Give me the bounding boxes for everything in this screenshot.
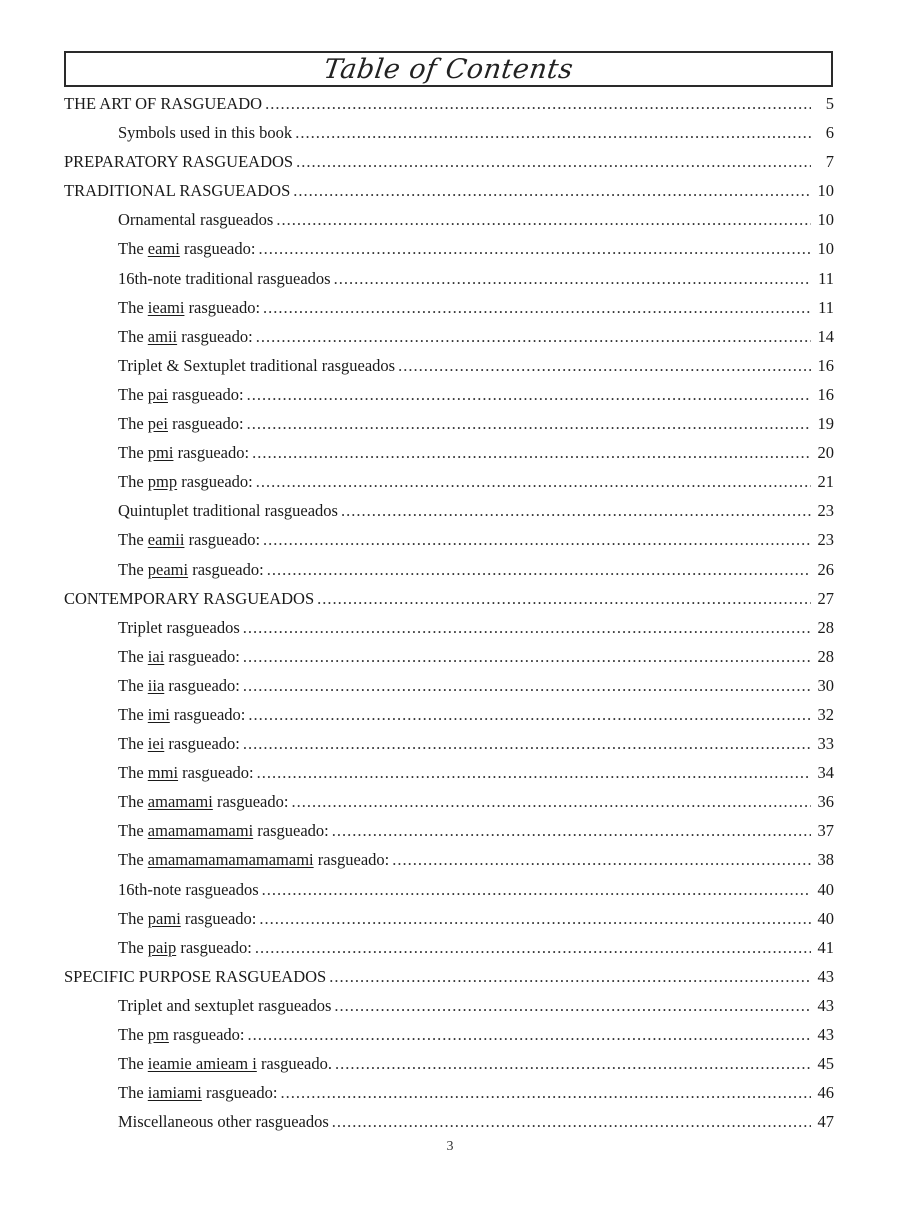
- toc-entry-text: The: [118, 443, 148, 463]
- toc-entry-label: [118, 1020, 244, 1049]
- dot-leader: [256, 467, 811, 496]
- toc-entry-text: The: [118, 850, 148, 870]
- toc-subentry: [64, 1049, 834, 1078]
- toc-subentry: [64, 118, 834, 147]
- dot-leader: [247, 409, 811, 438]
- table-of-contents: [64, 89, 834, 1136]
- toc-page-number: 34: [817, 763, 834, 783]
- toc-entry-pattern: pmi: [147, 443, 174, 463]
- toc-section: [64, 89, 834, 118]
- toc-page-number: 37: [817, 821, 834, 841]
- toc-entry-label: [118, 205, 273, 234]
- toc-entry-suffix: rasgueado.: [256, 1054, 332, 1074]
- toc-entry-label: [118, 875, 259, 904]
- toc-entry-text: The: [118, 937, 148, 957]
- toc-entry-suffix: rasgueado:: [164, 675, 240, 695]
- toc-section: [64, 176, 834, 205]
- toc-entry-text: Triplet rasgueados: [118, 617, 240, 637]
- toc-entry-suffix: rasgueado:: [167, 384, 244, 404]
- toc-entry-suffix: rasgueado:: [177, 472, 253, 492]
- toc-entry-label: [118, 700, 245, 729]
- toc-entry-label: [64, 147, 293, 176]
- toc-entry-text: The: [118, 239, 148, 259]
- toc-entry-pattern: iai: [147, 646, 165, 666]
- toc-page-number: 32: [817, 704, 834, 724]
- toc-subentry: [64, 642, 834, 671]
- toc-entry-pattern: eamii: [147, 530, 185, 550]
- dot-leader: [243, 729, 811, 758]
- dot-leader: [334, 264, 811, 293]
- toc-page-number: 5: [825, 94, 834, 113]
- dot-leader: [252, 438, 811, 467]
- toc-page-number: 16: [817, 355, 834, 375]
- dot-leader: [258, 234, 811, 263]
- toc-subentry: [64, 293, 834, 322]
- toc-page-number: 11: [818, 297, 834, 317]
- toc-page-number: 47: [817, 1112, 834, 1132]
- toc-entry-text: The: [118, 530, 148, 550]
- toc-entry-pattern: iei: [147, 734, 165, 754]
- dot-leader: [243, 613, 811, 642]
- dot-leader: [293, 176, 811, 205]
- toc-entry-pattern: iamiami: [147, 1083, 202, 1103]
- toc-page-number: 10: [817, 239, 834, 259]
- toc-page-number: 6: [825, 123, 834, 143]
- dot-leader: [335, 1049, 811, 1078]
- dot-leader: [255, 933, 811, 962]
- toc-entry-text: The: [118, 384, 148, 404]
- toc-entry-label: [118, 991, 331, 1020]
- toc-entry-pattern: imi: [147, 704, 170, 724]
- toc-entry-suffix: rasgueado:: [164, 646, 240, 666]
- toc-entry-suffix: rasgueado:: [184, 297, 261, 317]
- toc-entry-text: The: [118, 675, 148, 695]
- toc-subentry: [64, 205, 834, 234]
- dot-leader: [398, 351, 811, 380]
- toc-subentry: [64, 234, 834, 263]
- toc-page-number: 20: [817, 443, 834, 463]
- toc-page-number: 26: [817, 559, 834, 579]
- dot-leader: [295, 118, 811, 147]
- toc-entry-text: 16th-note rasgueados: [118, 879, 259, 899]
- toc-entry-text: Miscellaneous other rasgueados: [118, 1112, 329, 1132]
- toc-entry-label: [118, 816, 329, 845]
- toc-entry-pattern: amamamamami: [147, 821, 254, 841]
- toc-subentry: [64, 758, 834, 787]
- dot-leader: [243, 642, 811, 671]
- toc-entry-label: [118, 787, 288, 816]
- toc-entry-text: The: [118, 704, 148, 724]
- toc-entry-label: [118, 904, 256, 933]
- toc-entry-label: [118, 496, 338, 525]
- toc-subentry: [64, 409, 834, 438]
- toc-entry-text: The: [118, 646, 148, 666]
- toc-page-number: 16: [817, 384, 834, 404]
- dot-leader: [257, 758, 811, 787]
- dot-leader: [248, 700, 811, 729]
- toc-section: [64, 584, 834, 613]
- toc-subentry: [64, 380, 834, 409]
- toc-entry-pattern: eami: [147, 239, 180, 259]
- toc-page-number: 41: [817, 937, 834, 957]
- page-title: Table of Contents: [321, 53, 576, 85]
- toc-entry-label: [118, 380, 244, 409]
- toc-subentry: [64, 787, 834, 816]
- toc-entry-text: TRADITIONAL RASGUEADOS: [64, 181, 291, 201]
- toc-entry-suffix: rasgueado:: [253, 821, 329, 841]
- dot-leader: [267, 555, 811, 584]
- toc-entry-suffix: rasgueado:: [168, 1025, 245, 1044]
- page-number: 3: [446, 1139, 454, 1154]
- toc-entry-suffix: rasgueado:: [179, 239, 256, 259]
- toc-entry-label: [118, 758, 254, 787]
- toc-entry-suffix: rasgueado:: [212, 792, 289, 812]
- toc-entry-suffix: rasgueado:: [188, 559, 264, 579]
- toc-subentry: [64, 671, 834, 700]
- toc-entry-pattern: ieamie amieam i: [147, 1054, 257, 1074]
- toc-page-number: 10: [817, 181, 834, 201]
- toc-entry-pattern: paip: [147, 937, 177, 957]
- toc-entry-label: [118, 1049, 332, 1078]
- toc-entry-text: SPECIFIC PURPOSE RASGUEADOS: [64, 966, 327, 986]
- toc-page-number: 10: [817, 210, 834, 230]
- toc-entry-pattern: ieami: [147, 297, 185, 317]
- toc-subentry: [64, 991, 834, 1020]
- dot-leader: [291, 787, 811, 816]
- toc-entry-pattern: mmi: [147, 763, 179, 783]
- toc-subentry: [64, 351, 834, 380]
- toc-entry-text: The: [118, 1025, 148, 1044]
- toc-page-number: 46: [817, 1083, 834, 1103]
- toc-subentry: [64, 496, 834, 525]
- dot-leader: [332, 816, 811, 845]
- toc-subentry: [64, 438, 834, 467]
- toc-entry-label: [118, 264, 331, 293]
- toc-entry-label: [118, 671, 240, 700]
- toc-entry-pattern: pm: [147, 1025, 169, 1044]
- toc-entry-pattern: pei: [147, 414, 168, 434]
- toc-subentry: [64, 875, 834, 904]
- toc-page-number: 23: [817, 530, 834, 550]
- toc-entry-label: [118, 525, 260, 554]
- toc-entry-text: The: [118, 1054, 148, 1074]
- toc-section: [64, 147, 834, 176]
- toc-entry-label: [64, 176, 290, 205]
- toc-subentry: [64, 1020, 834, 1049]
- dot-leader: [263, 525, 811, 554]
- toc-entry-text: 16th-note traditional rasgueados: [118, 268, 331, 288]
- dot-leader: [329, 962, 811, 991]
- dot-leader: [341, 496, 811, 525]
- dot-leader: [334, 991, 811, 1020]
- toc-entry-suffix: rasgueado:: [167, 414, 244, 434]
- dot-leader: [265, 89, 811, 118]
- toc-entry-text: THE ART OF RASGUEADO: [64, 94, 263, 113]
- toc-subentry: [64, 1107, 834, 1136]
- toc-entry-suffix: rasgueado:: [178, 763, 254, 783]
- dot-leader: [263, 293, 811, 322]
- toc-entry-pattern: pami: [147, 908, 181, 928]
- toc-subentry: [64, 933, 834, 962]
- toc-entry-text: The: [118, 734, 148, 754]
- toc-entry-text: Quintuplet traditional rasgueados: [118, 501, 338, 521]
- toc-entry-text: The: [118, 1083, 148, 1103]
- toc-entry-text: The: [118, 297, 148, 317]
- dot-leader: [247, 380, 811, 409]
- toc-entry-pattern: pai: [147, 384, 168, 404]
- toc-subentry: [64, 729, 834, 758]
- toc-entry-suffix: rasgueado:: [177, 326, 253, 346]
- toc-page-number: 45: [817, 1054, 834, 1074]
- toc-entry-label: [118, 555, 264, 584]
- toc-entry-pattern: amii: [147, 326, 178, 346]
- toc-entry-text: The: [118, 908, 148, 928]
- toc-subentry: [64, 1078, 834, 1107]
- toc-subentry: [64, 322, 834, 351]
- toc-entry-label: [118, 322, 253, 351]
- toc-page-number: 38: [817, 850, 834, 870]
- toc-page-number: 30: [817, 675, 834, 695]
- toc-entry-text: CONTEMPORARY RASGUEADOS: [64, 588, 315, 608]
- toc-section: [64, 962, 834, 991]
- toc-entry-suffix: rasgueado:: [313, 850, 390, 870]
- dot-leader: [259, 904, 811, 933]
- toc-subentry: [64, 525, 834, 554]
- dot-leader: [276, 205, 811, 234]
- toc-page-number: 27: [817, 588, 834, 608]
- toc-page-number: 36: [817, 792, 834, 812]
- toc-entry-label: [64, 89, 262, 118]
- toc-page-number: 43: [817, 966, 834, 986]
- dot-leader: [317, 584, 811, 613]
- toc-entry-pattern: iia: [147, 675, 165, 695]
- toc-entry-label: [118, 118, 292, 147]
- toc-entry-label: [118, 642, 240, 671]
- toc-page-number: 33: [817, 734, 834, 754]
- dot-leader: [262, 875, 811, 904]
- dot-leader: [332, 1107, 811, 1136]
- toc-entry-suffix: rasgueado:: [173, 443, 250, 463]
- toc-entry-text: Symbols used in this book: [118, 123, 293, 143]
- toc-entry-text: The: [118, 792, 148, 812]
- toc-entry-text: The: [118, 472, 148, 492]
- dot-leader: [392, 845, 811, 874]
- toc-entry-label: [118, 351, 395, 380]
- toc-page-number: 28: [817, 617, 834, 637]
- toc-entry-pattern: peami: [147, 559, 189, 579]
- toc-entry-text: The: [118, 414, 148, 434]
- toc-entry-suffix: rasgueado:: [180, 908, 257, 928]
- toc-entry-text: The: [118, 763, 148, 783]
- toc-entry-label: [64, 584, 314, 613]
- toc-page-number: 40: [817, 908, 834, 928]
- toc-entry-text: The: [118, 821, 148, 841]
- toc-subentry: [64, 555, 834, 584]
- toc-subentry: [64, 816, 834, 845]
- toc-page-number: 14: [817, 326, 834, 346]
- toc-entry-label: [64, 962, 326, 991]
- toc-subentry: [64, 613, 834, 642]
- toc-entry-text: Triplet and sextuplet rasgueados: [118, 995, 332, 1015]
- toc-page-number: 19: [817, 414, 834, 434]
- toc-entry-pattern: amamamamamamamami: [147, 850, 314, 870]
- toc-entry-label: [118, 438, 249, 467]
- toc-page-number: 43: [817, 995, 834, 1015]
- toc-entry-label: [118, 293, 260, 322]
- title-box: [64, 51, 833, 87]
- toc-entry-label: [118, 234, 255, 263]
- toc-page-number: 43: [817, 1025, 834, 1044]
- toc-subentry: [64, 845, 834, 874]
- dot-leader: [296, 147, 811, 176]
- toc-entry-text: Triplet & Sextuplet traditional rasgueados: [118, 355, 396, 375]
- toc-page-number: 23: [817, 501, 834, 521]
- toc-entry-label: [118, 1078, 277, 1107]
- toc-page-number: 28: [817, 646, 834, 666]
- dot-leader: [243, 671, 811, 700]
- toc-entry-label: [118, 729, 240, 758]
- toc-entry-text: PREPARATORY RASGUEADOS: [64, 152, 294, 172]
- toc-entry-pattern: pmp: [147, 472, 178, 492]
- toc-entry-pattern: amamami: [147, 792, 213, 812]
- dot-leader: [247, 1020, 811, 1049]
- toc-entry-label: [118, 467, 253, 496]
- toc-page-number: 11: [818, 268, 834, 288]
- toc-subentry: [64, 904, 834, 933]
- toc-subentry: [64, 467, 834, 496]
- dot-leader: [256, 322, 811, 351]
- toc-page-number: 21: [817, 472, 834, 492]
- toc-entry-label: [118, 933, 252, 962]
- toc-entry-text: The: [118, 326, 148, 346]
- toc-entry-label: [118, 613, 240, 642]
- toc-subentry: [64, 264, 834, 293]
- toc-page-number: 40: [817, 879, 834, 899]
- toc-entry-suffix: rasgueado:: [201, 1083, 278, 1103]
- toc-entry-suffix: rasgueado:: [169, 704, 246, 724]
- toc-entry-text: The: [118, 559, 148, 579]
- toc-page-number: 7: [825, 152, 834, 172]
- toc-entry-label: [118, 1107, 329, 1136]
- toc-entry-label: [118, 409, 244, 438]
- toc-entry-text: Ornamental rasgueados: [118, 210, 274, 230]
- toc-entry-suffix: rasgueado:: [184, 530, 261, 550]
- toc-subentry: [64, 700, 834, 729]
- toc-entry-suffix: rasgueado:: [176, 937, 252, 957]
- toc-entry-label: [118, 845, 389, 874]
- dot-leader: [280, 1078, 811, 1107]
- toc-entry-suffix: rasgueado:: [164, 734, 240, 754]
